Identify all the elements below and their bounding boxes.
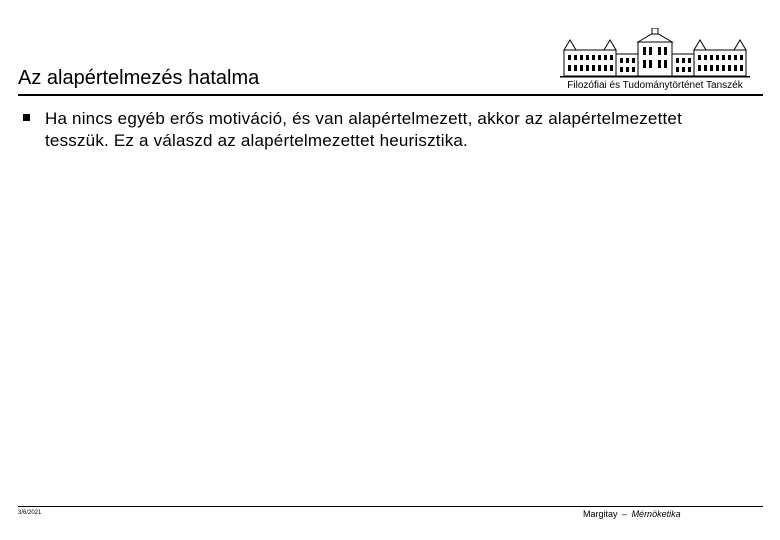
university-building-icon bbox=[560, 28, 750, 80]
footer-separator: – bbox=[622, 509, 628, 519]
bullet-text: Ha nincs egyéb erős motiváció, és van alapértelmezett, akkor az alapértelmezettet tesszük. Ez a válaszd az alapértelmezettet heurisztika. bbox=[45, 109, 683, 150]
footer-date: 3/6/2021 bbox=[18, 510, 42, 516]
footer-course: Mérnöketika bbox=[631, 509, 681, 519]
footer-author: Margitay bbox=[583, 509, 618, 519]
department-logo bbox=[560, 28, 750, 96]
department-name: Filozófiai és Tudománytörténet Tanszék bbox=[567, 80, 743, 91]
square-bullet-icon bbox=[23, 114, 30, 121]
title-divider bbox=[18, 94, 763, 96]
footer-credit bbox=[583, 508, 681, 520]
footer-divider bbox=[18, 506, 763, 507]
slide-title: Az alapértelmezés hatalma bbox=[18, 67, 260, 89]
